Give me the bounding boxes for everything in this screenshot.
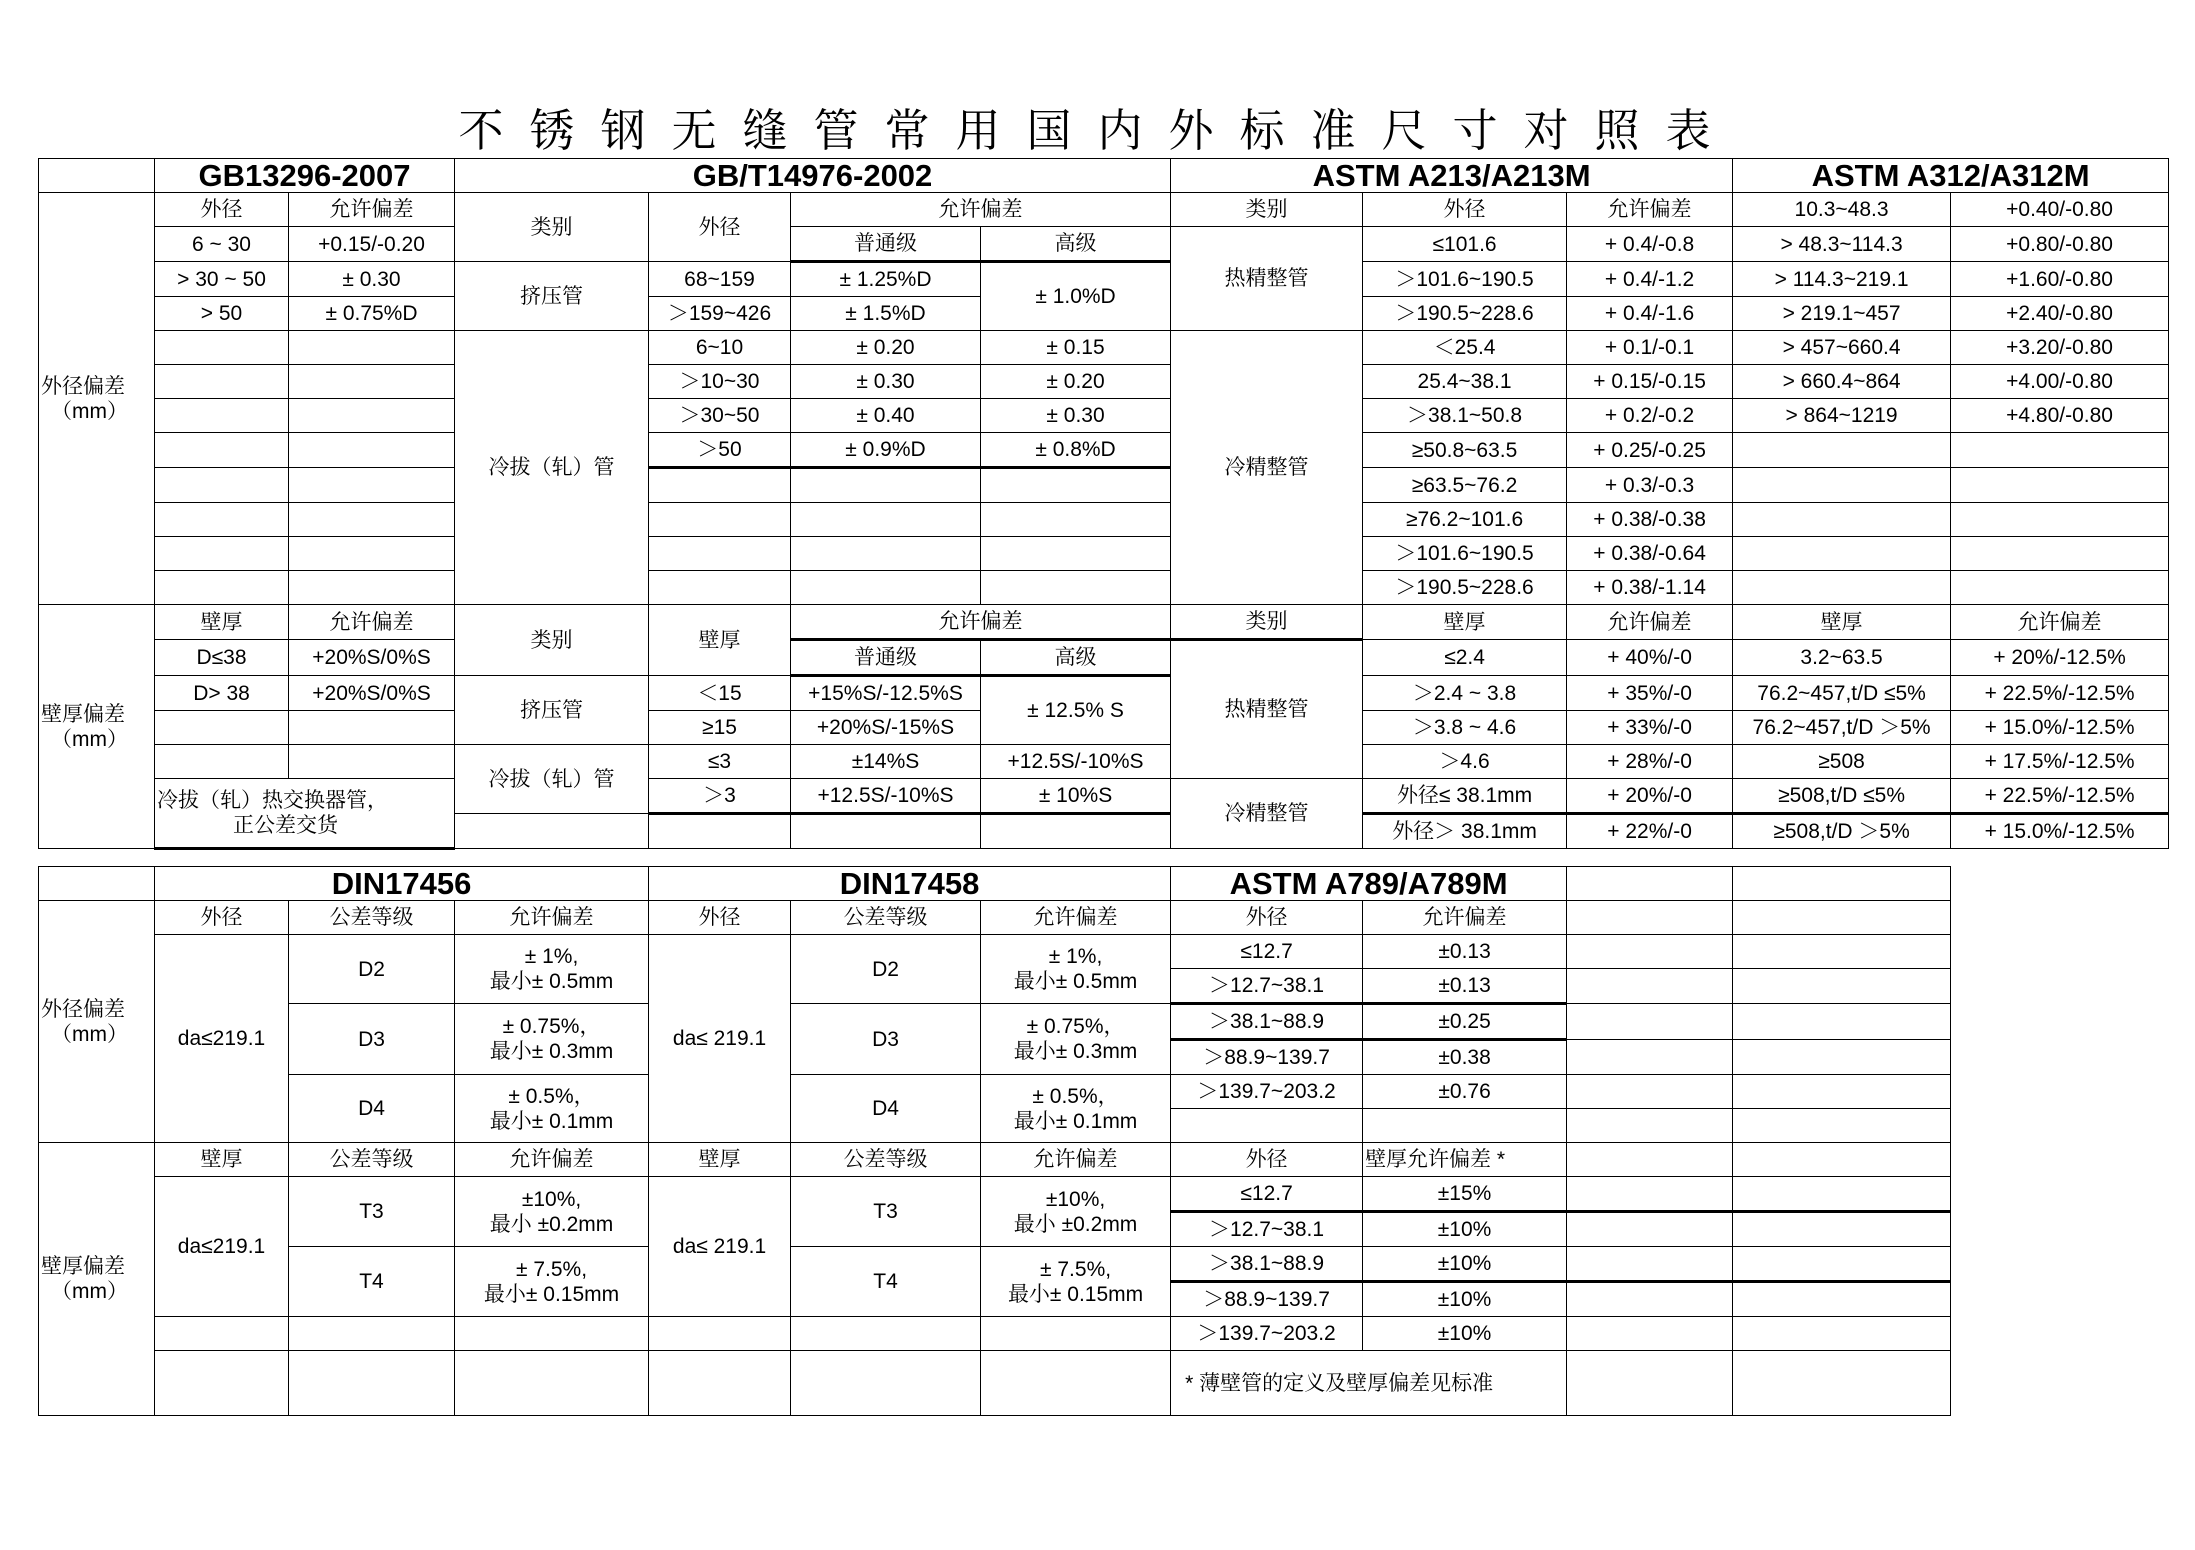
- gb13296-tol-cell: +20%S/0%S: [289, 676, 455, 711]
- a789-tol-header: 允许偏差: [1363, 901, 1567, 935]
- gb14976-normal-cell: +12.5S/-10%S: [791, 779, 981, 814]
- empty-cell: [1567, 1040, 1733, 1075]
- din17456-grade-cell: T3: [289, 1177, 455, 1247]
- empty-cell: [1733, 1040, 1951, 1075]
- din17458-grade-cell: D2: [791, 935, 981, 1004]
- gb14976-normal-cell: +15%S/-12.5%S: [791, 676, 981, 711]
- gb14976-normal-cell: ± 0.40: [791, 399, 981, 433]
- empty-cell: [1951, 433, 2169, 468]
- gb14976-od-cell: ＞10~30: [649, 365, 791, 399]
- empty-cell: [1567, 969, 1733, 1004]
- a213-od-cell: ＞190.5~228.6: [1363, 571, 1567, 605]
- empty-cell: [1733, 433, 1951, 468]
- din17458-tol-cell: ± 7.5%, 最小± 0.15mm: [981, 1247, 1171, 1317]
- top-comparison-table: [38, 158, 2169, 850]
- empty-cell: [1733, 468, 1951, 503]
- empty-cell: [289, 571, 455, 605]
- empty-cell: [1567, 1177, 1733, 1212]
- gb13296-od-cell: > 50: [155, 297, 289, 331]
- gb14976-tol-header: 允许偏差: [791, 193, 1171, 227]
- gb14976-normal-cell: ± 0.9%D: [791, 433, 981, 468]
- empty-cell: [791, 1317, 981, 1351]
- a213-cat-header: 类别: [1171, 605, 1363, 640]
- bottom-comparison-table: [38, 866, 1951, 1416]
- a213-tol-cell: + 22%/-0: [1567, 814, 1733, 849]
- a213-tol-cell: + 0.25/-0.25: [1567, 433, 1733, 468]
- a789-tol-cell: ±0.25: [1363, 1004, 1567, 1040]
- empty-cell: [1567, 901, 1733, 935]
- empty-cell: [649, 571, 791, 605]
- a789-tol-cell: ±0.13: [1363, 935, 1567, 969]
- a789-tol-cell: ±0.76: [1363, 1075, 1567, 1109]
- a213-tol-cell: + 20%/-0: [1567, 779, 1733, 814]
- corner-cell: [39, 159, 155, 193]
- a789-od-cell: ＞38.1~88.9: [1171, 1004, 1363, 1040]
- din17456-da-cell: da≤219.1: [155, 1177, 289, 1317]
- a789-wall-tol-header: 壁厚允许偏差 *: [1363, 1143, 1567, 1177]
- a312-tol-cell: +0.40/-0.80: [1951, 193, 2169, 227]
- a312-tol-cell: + 22.5%/-12.5%: [1951, 676, 2169, 711]
- a213-od-cell: ＞38.1~50.8: [1363, 399, 1567, 433]
- din17458-tol-cell: ± 1%, 最小± 0.5mm: [981, 935, 1171, 1004]
- empty-cell: [649, 1317, 791, 1351]
- a213-od-cell: 25.4~38.1: [1363, 365, 1567, 399]
- empty-cell: [155, 503, 289, 537]
- a312-od-cell: > 864~1219: [1733, 399, 1951, 433]
- a789-od-cell: ＞139.7~203.2: [1171, 1317, 1363, 1351]
- a312-od-cell: > 219.1~457: [1733, 297, 1951, 331]
- gb14976-normal-cell: ± 0.30: [791, 365, 981, 399]
- a213-cold-category: 冷精整管: [1171, 331, 1363, 605]
- a312-tol-cell: +0.80/-0.80: [1951, 227, 2169, 262]
- a213-tol-cell: + 0.4/-0.8: [1567, 227, 1733, 262]
- std-a312: ASTM A312/A312M: [1733, 159, 2169, 193]
- a312-tol-cell: +2.40/-0.80: [1951, 297, 2169, 331]
- empty-cell: [1567, 1317, 1733, 1351]
- a312-wall-cell: 76.2~457,t/D ＞5%: [1733, 711, 1951, 745]
- din17458-grade-cell: D4: [791, 1075, 981, 1143]
- empty-cell: [1567, 1212, 1733, 1247]
- gb14976-normal-header: 普通级: [791, 227, 981, 262]
- a213-tol-cell: + 0.38/-1.14: [1567, 571, 1733, 605]
- gb14976-od-cell: ＞30~50: [649, 399, 791, 433]
- gb13296-wall-header: 壁厚: [155, 605, 289, 640]
- gb13296-tol-cell: ± 0.30: [289, 262, 455, 297]
- gb14976-high-cell: ± 0.20: [981, 365, 1171, 399]
- empty-cell: [155, 711, 289, 745]
- a312-wall-cell: ≥508,t/D ≤5%: [1733, 779, 1951, 814]
- gb13296-tol-cell: +20%S/0%S: [289, 640, 455, 676]
- din17456-grade-header: 公差等级: [289, 901, 455, 935]
- empty-cell: [155, 365, 289, 399]
- a312-tol-cell: + 15.0%/-12.5%: [1951, 814, 2169, 849]
- a213-tol-cell: + 0.1/-0.1: [1567, 331, 1733, 365]
- a213-od-cell: ≤101.6: [1363, 227, 1567, 262]
- gb14976-od-cell: ＞50: [649, 433, 791, 468]
- gb14976-high-cell: ± 0.30: [981, 399, 1171, 433]
- a213-hot-category: 热精整管: [1171, 640, 1363, 779]
- empty-cell: [1733, 1212, 1951, 1247]
- empty-cell: [289, 365, 455, 399]
- empty-cell: [1567, 867, 1733, 901]
- a213-wall-cell: ＞2.4 ~ 3.8: [1363, 676, 1567, 711]
- a213-od-cell: ＜25.4: [1363, 331, 1567, 365]
- a789-od-header: 外径: [1171, 1143, 1363, 1177]
- empty-cell: [1567, 1247, 1733, 1282]
- gb14976-od-cell: ＞159~426: [649, 297, 791, 331]
- gb14976-wall-cell: ≥15: [649, 711, 791, 745]
- gb14976-od-header: 外径: [649, 193, 791, 262]
- a789-od-cell: ＞88.9~139.7: [1171, 1282, 1363, 1317]
- empty-cell: [981, 537, 1171, 571]
- std-a213: ASTM A213/A213M: [1171, 159, 1733, 193]
- empty-cell: [155, 1351, 289, 1416]
- din17458-grade-cell: T4: [791, 1247, 981, 1317]
- std-a789: ASTM A789/A789M: [1171, 867, 1567, 901]
- gb14976-cat-header: 类别: [455, 605, 649, 676]
- a213-tol-cell: + 28%/-0: [1567, 745, 1733, 779]
- a789-od-cell: ≤12.7: [1171, 935, 1363, 969]
- empty-cell: [289, 503, 455, 537]
- gb14976-extruded-category: 挤压管: [455, 676, 649, 745]
- din17456-grade-cell: D3: [289, 1004, 455, 1075]
- gb14976-high-cell: ± 12.5% S: [981, 676, 1171, 745]
- a213-tol-header: 允许偏差: [1567, 605, 1733, 640]
- empty-cell: [155, 745, 289, 779]
- empty-cell: [1733, 537, 1951, 571]
- empty-cell: [155, 537, 289, 571]
- din17456-od-header: 外径: [155, 901, 289, 935]
- din17456-da-cell: da≤219.1: [155, 935, 289, 1143]
- a312-od-cell: > 457~660.4: [1733, 331, 1951, 365]
- empty-cell: [981, 503, 1171, 537]
- din17456-grade-header: 公差等级: [289, 1143, 455, 1177]
- a789-od-header: 外径: [1171, 901, 1363, 935]
- din17458-tol-cell: ± 0.5%， 最小± 0.1mm: [981, 1075, 1171, 1143]
- din17458-tol-cell: ± 0.75%， 最小± 0.3mm: [981, 1004, 1171, 1075]
- wall-deviation-label: 壁厚偏差 （mm）: [39, 1143, 155, 1416]
- din17458-grade-cell: D3: [791, 1004, 981, 1075]
- empty-cell: [455, 1351, 649, 1416]
- empty-cell: [1733, 1004, 1951, 1040]
- empty-cell: [1733, 503, 1951, 537]
- din17458-tol-cell: ±10%, 最小 ±0.2mm: [981, 1177, 1171, 1247]
- a312-tol-cell: +4.80/-0.80: [1951, 399, 2169, 433]
- gb14976-wall-cell: ＜15: [649, 676, 791, 711]
- a213-tol-cell: + 0.4/-1.6: [1567, 297, 1733, 331]
- a312-tol-cell: +3.20/-0.80: [1951, 331, 2169, 365]
- gb13296-od-cell: 6 ~ 30: [155, 227, 289, 262]
- din17456-tol-cell: ± 0.5%， 最小± 0.1mm: [455, 1075, 649, 1143]
- empty-cell: [1733, 901, 1951, 935]
- gb14976-tol-header: 允许偏差: [791, 605, 1171, 640]
- empty-cell: [155, 331, 289, 365]
- gb13296-od-cell: > 30 ~ 50: [155, 262, 289, 297]
- gb13296-heat-exchanger-note: 冷拔（轧）热交换器管， 正公差交货: [155, 779, 455, 849]
- gb14976-od-cell: 6~10: [649, 331, 791, 365]
- empty-cell: [1363, 1109, 1567, 1143]
- gb14976-normal-cell: ± 0.20: [791, 331, 981, 365]
- empty-cell: [981, 468, 1171, 503]
- a213-wall-header: 壁厚: [1363, 605, 1567, 640]
- gb14976-cat-header: 类别: [455, 193, 649, 262]
- empty-cell: [981, 1351, 1171, 1416]
- std-din17456: DIN17456: [155, 867, 649, 901]
- empty-cell: [791, 814, 981, 849]
- gb14976-colddrawn-category: 冷拔（轧）管: [455, 331, 649, 605]
- gb14976-normal-cell: +20%S/-15%S: [791, 711, 981, 745]
- empty-cell: [1567, 1282, 1733, 1317]
- empty-cell: [1733, 935, 1951, 969]
- empty-cell: [1567, 935, 1733, 969]
- a789-od-cell: ≤12.7: [1171, 1177, 1363, 1212]
- a312-tol-cell: +4.00/-0.80: [1951, 365, 2169, 399]
- a213-od-cell: ＞101.6~190.5: [1363, 262, 1567, 297]
- gb14976-normal-cell: ± 1.25%D: [791, 262, 981, 297]
- a213-cold-category: 冷精整管: [1171, 779, 1363, 849]
- gb14976-normal-cell: ± 1.5%D: [791, 297, 981, 331]
- a789-od-cell: ＞88.9~139.7: [1171, 1040, 1363, 1075]
- a213-wall-cell: 外径＞ 38.1mm: [1363, 814, 1567, 849]
- din17458-tol-header: 允许偏差: [981, 1143, 1171, 1177]
- empty-cell: [1951, 503, 2169, 537]
- a213-od-cell: ≥50.8~63.5: [1363, 433, 1567, 468]
- empty-cell: [289, 433, 455, 468]
- din17456-tol-cell: ± 0.75%， 最小± 0.3mm: [455, 1004, 649, 1075]
- empty-cell: [289, 1351, 455, 1416]
- gb13296-tol-header: 允许偏差: [289, 605, 455, 640]
- empty-cell: [455, 814, 649, 849]
- empty-cell: [981, 1317, 1171, 1351]
- a789-wall-tol-cell: ±10%: [1363, 1282, 1567, 1317]
- empty-cell: [289, 468, 455, 503]
- gb14976-normal-header: 普通级: [791, 640, 981, 676]
- empty-cell: [791, 571, 981, 605]
- thin-wall-footnote: * 薄壁管的定义及壁厚偏差见标准: [1171, 1351, 1567, 1416]
- a213-wall-cell: 外径≤ 38.1mm: [1363, 779, 1567, 814]
- gb14976-high-cell: ± 0.8%D: [981, 433, 1171, 468]
- din17456-grade-cell: D4: [289, 1075, 455, 1143]
- a789-wall-tol-cell: ±10%: [1363, 1212, 1567, 1247]
- gb14976-extruded-category: 挤压管: [455, 262, 649, 331]
- empty-cell: [1567, 1351, 1733, 1416]
- a312-wall-header: 壁厚: [1733, 605, 1951, 640]
- a213-wall-cell: ≤2.4: [1363, 640, 1567, 676]
- page-title: 不锈钢无缝管常用国内外标准尺寸对照表: [458, 104, 1737, 157]
- din17456-tol-cell: ± 7.5%, 最小± 0.15mm: [455, 1247, 649, 1317]
- empty-cell: [155, 1317, 289, 1351]
- a789-od-cell: ＞38.1~88.9: [1171, 1247, 1363, 1282]
- a312-od-cell: 10.3~48.3: [1733, 193, 1951, 227]
- empty-cell: [1951, 468, 2169, 503]
- din17456-wall-header: 壁厚: [155, 1143, 289, 1177]
- a312-od-cell: > 48.3~114.3: [1733, 227, 1951, 262]
- gb14976-high-cell: ± 10%S: [981, 779, 1171, 814]
- empty-cell: [1733, 1177, 1951, 1212]
- empty-cell: [1733, 1351, 1951, 1416]
- empty-cell: [1567, 1109, 1733, 1143]
- empty-cell: [1951, 571, 2169, 605]
- empty-cell: [1733, 1075, 1951, 1109]
- a213-wall-cell: ＞3.8 ~ 4.6: [1363, 711, 1567, 745]
- a213-wall-cell: ＞4.6: [1363, 745, 1567, 779]
- din17458-da-cell: da≤ 219.1: [649, 935, 791, 1143]
- gb14976-wall-cell: ＞3: [649, 779, 791, 814]
- a312-tol-header: 允许偏差: [1951, 605, 2169, 640]
- din17458-grade-cell: T3: [791, 1177, 981, 1247]
- empty-cell: [1733, 1282, 1951, 1317]
- a312-wall-cell: 3.2~63.5: [1733, 640, 1951, 676]
- gb14976-od-cell: 68~159: [649, 262, 791, 297]
- empty-cell: [791, 503, 981, 537]
- gb14976-colddrawn-category: 冷拔（轧）管: [455, 745, 649, 814]
- gb14976-high-cell: ± 1.0%D: [981, 262, 1171, 331]
- din17456-tol-cell: ± 1%, 最小± 0.5mm: [455, 935, 649, 1004]
- std-gb13296: GB13296-2007: [155, 159, 455, 193]
- a213-tol-cell: + 33%/-0: [1567, 711, 1733, 745]
- a789-od-cell: ＞12.7~38.1: [1171, 1212, 1363, 1247]
- a213-cat-header: 类别: [1171, 193, 1363, 227]
- a213-tol-cell: + 0.2/-0.2: [1567, 399, 1733, 433]
- gb14976-high-header: 高级: [981, 227, 1171, 262]
- gb14976-normal-cell: ±14%S: [791, 745, 981, 779]
- empty-cell: [1733, 1247, 1951, 1282]
- empty-cell: [289, 399, 455, 433]
- empty-cell: [791, 468, 981, 503]
- a789-wall-tol-cell: ±15%: [1363, 1177, 1567, 1212]
- empty-cell: [981, 814, 1171, 849]
- a312-wall-cell: ≥508,t/D ＞5%: [1733, 814, 1951, 849]
- empty-cell: [1733, 1143, 1951, 1177]
- a789-od-cell: ＞12.7~38.1: [1171, 969, 1363, 1004]
- din17458-wall-header: 壁厚: [649, 1143, 791, 1177]
- od-deviation-label: 外径偏差 （mm）: [39, 193, 155, 605]
- a312-tol-cell: + 20%/-12.5%: [1951, 640, 2169, 676]
- din17458-od-header: 外径: [649, 901, 791, 935]
- corner-cell: [39, 867, 155, 901]
- empty-cell: [1567, 1004, 1733, 1040]
- gb14976-high-cell: ± 0.15: [981, 331, 1171, 365]
- empty-cell: [649, 814, 791, 849]
- empty-cell: [155, 571, 289, 605]
- gb14976-high-cell: +12.5S/-10%S: [981, 745, 1171, 779]
- din17458-tol-header: 允许偏差: [981, 901, 1171, 935]
- a789-od-cell: ＞139.7~203.2: [1171, 1075, 1363, 1109]
- a312-wall-cell: ≥508: [1733, 745, 1951, 779]
- a312-tol-cell: + 17.5%/-12.5%: [1951, 745, 2169, 779]
- a213-hot-category: 热精整管: [1171, 227, 1363, 331]
- empty-cell: [1733, 969, 1951, 1004]
- gb14976-wall-header: 壁厚: [649, 605, 791, 676]
- a789-wall-tol-cell: ±10%: [1363, 1317, 1567, 1351]
- a213-tol-header: 允许偏差: [1567, 193, 1733, 227]
- a213-tol-cell: + 35%/-0: [1567, 676, 1733, 711]
- a213-tol-cell: + 0.38/-0.38: [1567, 503, 1733, 537]
- a213-od-cell: ≥63.5~76.2: [1363, 468, 1567, 503]
- a213-tol-cell: + 0.4/-1.2: [1567, 262, 1733, 297]
- empty-cell: [1733, 571, 1951, 605]
- a213-tol-cell: + 40%/-0: [1567, 640, 1733, 676]
- empty-cell: [649, 503, 791, 537]
- empty-cell: [1733, 1317, 1951, 1351]
- empty-cell: [289, 331, 455, 365]
- gb13296-tol-cell: ± 0.75%D: [289, 297, 455, 331]
- a312-od-cell: > 114.3~219.1: [1733, 262, 1951, 297]
- gb13296-wall-cell: D> 38: [155, 676, 289, 711]
- a213-od-cell: ＞190.5~228.6: [1363, 297, 1567, 331]
- a312-tol-cell: + 22.5%/-12.5%: [1951, 779, 2169, 814]
- a312-od-cell: > 660.4~864: [1733, 365, 1951, 399]
- din17456-tol-header: 允许偏差: [455, 901, 649, 935]
- a213-tol-cell: + 0.15/-0.15: [1567, 365, 1733, 399]
- empty-cell: [791, 1351, 981, 1416]
- empty-cell: [1733, 867, 1951, 901]
- empty-cell: [455, 1317, 649, 1351]
- empty-cell: [1567, 1143, 1733, 1177]
- empty-cell: [289, 537, 455, 571]
- od-deviation-label: 外径偏差 （mm）: [39, 901, 155, 1143]
- a312-tol-cell: + 15.0%/-12.5%: [1951, 711, 2169, 745]
- empty-cell: [791, 537, 981, 571]
- gb13296-tol-header: 允许偏差: [289, 193, 455, 227]
- empty-cell: [155, 433, 289, 468]
- gb13296-wall-cell: D≤38: [155, 640, 289, 676]
- din17456-tol-header: 允许偏差: [455, 1143, 649, 1177]
- empty-cell: [1171, 1109, 1363, 1143]
- din17458-da-cell: da≤ 219.1: [649, 1177, 791, 1317]
- empty-cell: [289, 745, 455, 779]
- empty-cell: [155, 399, 289, 433]
- a213-tol-cell: + 0.38/-0.64: [1567, 537, 1733, 571]
- a312-tol-cell: +1.60/-0.80: [1951, 262, 2169, 297]
- a789-wall-tol-cell: ±10%: [1363, 1247, 1567, 1282]
- gb13296-od-header: 外径: [155, 193, 289, 227]
- empty-cell: [1733, 1109, 1951, 1143]
- empty-cell: [289, 1317, 455, 1351]
- a789-tol-cell: ±0.38: [1363, 1040, 1567, 1075]
- a312-wall-cell: 76.2~457,t/D ≤5%: [1733, 676, 1951, 711]
- empty-cell: [649, 537, 791, 571]
- empty-cell: [1567, 1075, 1733, 1109]
- din17458-grade-header: 公差等级: [791, 901, 981, 935]
- empty-cell: [289, 711, 455, 745]
- a213-od-cell: ＞101.6~190.5: [1363, 537, 1567, 571]
- din17456-tol-cell: ±10%, 最小 ±0.2mm: [455, 1177, 649, 1247]
- din17458-grade-header: 公差等级: [791, 1143, 981, 1177]
- empty-cell: [981, 571, 1171, 605]
- a789-tol-cell: ±0.13: [1363, 969, 1567, 1004]
- wall-deviation-label: 壁厚偏差 （mm）: [39, 605, 155, 849]
- din17456-grade-cell: D2: [289, 935, 455, 1004]
- a213-od-header: 外径: [1363, 193, 1567, 227]
- empty-cell: [1951, 537, 2169, 571]
- a213-od-cell: ≥76.2~101.6: [1363, 503, 1567, 537]
- din17456-grade-cell: T4: [289, 1247, 455, 1317]
- gb14976-high-header: 高级: [981, 640, 1171, 676]
- std-din17458: DIN17458: [649, 867, 1171, 901]
- empty-cell: [649, 468, 791, 503]
- gb14976-wall-cell: ≤3: [649, 745, 791, 779]
- gb13296-tol-cell: +0.15/-0.20: [289, 227, 455, 262]
- empty-cell: [155, 468, 289, 503]
- std-gb14976: GB/T14976-2002: [455, 159, 1171, 193]
- a213-tol-cell: + 0.3/-0.3: [1567, 468, 1733, 503]
- empty-cell: [649, 1351, 791, 1416]
